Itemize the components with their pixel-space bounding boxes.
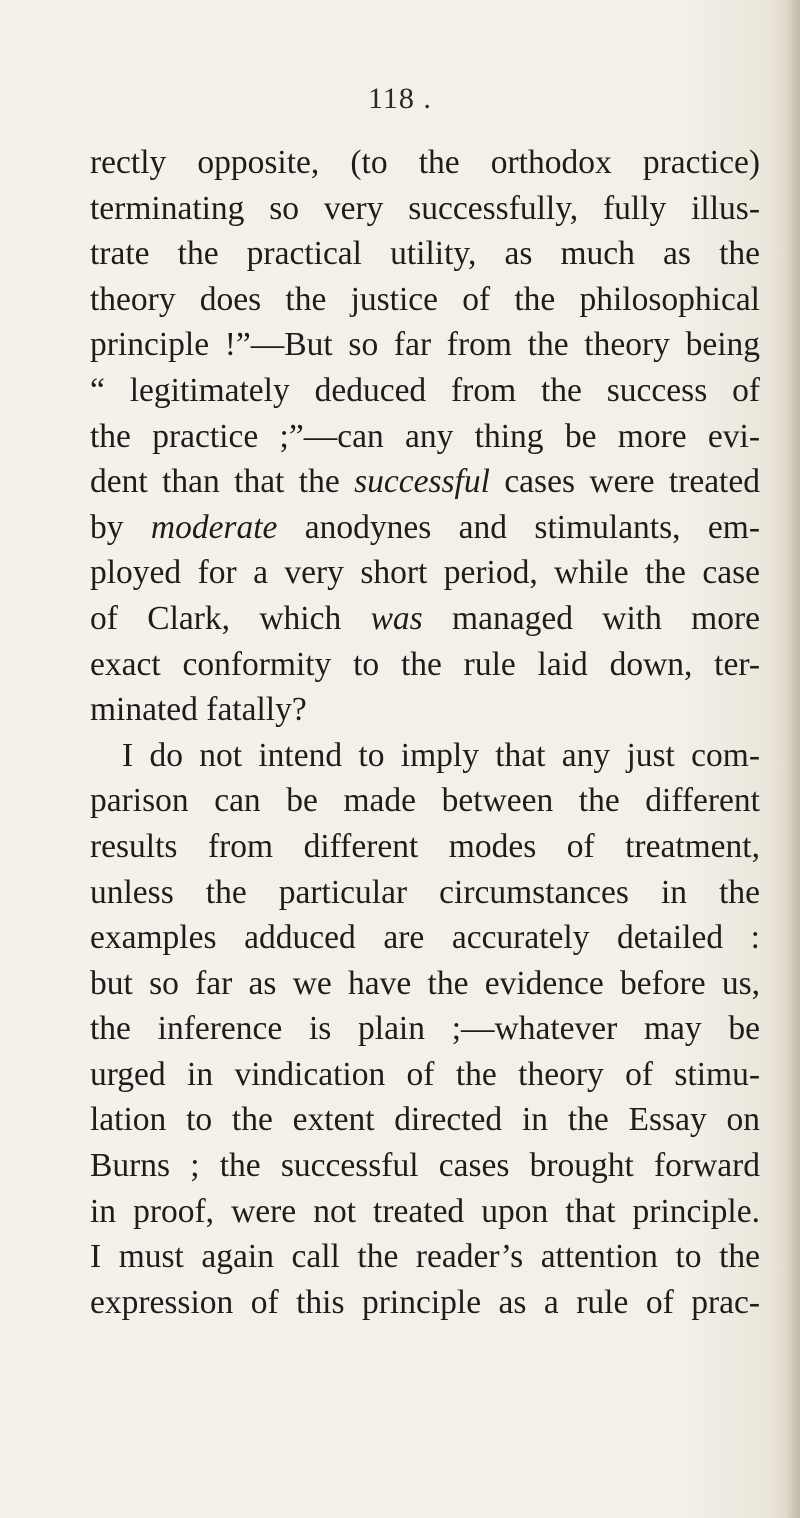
- text-segment: by: [90, 508, 151, 546]
- text-line: [90, 961, 760, 1007]
- text-line: [90, 824, 760, 870]
- text-segment: theory does the justice of the philosophical: [90, 280, 760, 318]
- text-segment: minated fatally?: [90, 691, 307, 729]
- text-segment: results from different modes of treatment,: [90, 827, 760, 865]
- text-segment: of Clark, which: [90, 599, 371, 637]
- text-segment: trate the practical utility, as much as the: [90, 235, 760, 273]
- text-segment: rectly opposite, (to the orthodox practice): [90, 144, 760, 181]
- text-segment: the inference is plain ;—whatever may be: [90, 1010, 760, 1048]
- text-line: [90, 642, 760, 688]
- text-line: [90, 368, 760, 414]
- text-segment: examples adduced are accurately detailed :: [90, 919, 760, 957]
- text-line: [90, 322, 760, 368]
- text-segment: parison can be made between the different: [90, 782, 760, 820]
- text-line: [90, 1006, 760, 1052]
- text-line: [90, 414, 760, 460]
- text-line: [90, 140, 760, 186]
- text-segment: the practice ;”—can any thing be more evi-: [90, 417, 760, 455]
- text-segment: I do not intend to imply that any just com-: [122, 736, 760, 774]
- text-line: [90, 1189, 760, 1235]
- page-number: 118 .: [368, 82, 432, 115]
- text-line: [90, 596, 760, 642]
- text-segment: urged in vindication of the theory of stimu-: [90, 1055, 760, 1093]
- text-segment: principle !”—But so far from the theory being: [90, 326, 760, 364]
- text-line: [90, 1097, 760, 1143]
- text-line: [90, 733, 760, 779]
- text-segment: expression of this principle as a rule of prac-: [90, 1283, 760, 1321]
- text-line: [90, 186, 760, 232]
- text-line: [90, 1052, 760, 1098]
- text-segment: exact conformity to the rule laid down, ter-: [90, 645, 760, 683]
- text-segment: terminating so very successfully, fully illus-: [90, 189, 760, 227]
- text-segment: dent than that the: [90, 463, 355, 501]
- text-segment: anodynes and stimulants, em-: [277, 508, 760, 546]
- text-segment: ployed for a very short period, while the case: [90, 554, 760, 592]
- text-segment: I must again call the reader’s attention to the: [90, 1238, 760, 1276]
- text-segment: unless the particular circumstances in the: [90, 873, 760, 911]
- text-line: [90, 778, 760, 824]
- text-line: [90, 459, 760, 505]
- body-text: [90, 140, 760, 1325]
- text-line: [90, 505, 760, 551]
- text-segment: cases were treated: [489, 463, 760, 501]
- text-line: [90, 870, 760, 916]
- text-segment: managed with more: [422, 599, 760, 637]
- italic-text: was: [370, 599, 423, 637]
- text-line: [90, 1143, 760, 1189]
- italic-text: successful: [354, 463, 490, 501]
- text-segment: Burns ; the successful cases brought forward: [90, 1147, 760, 1185]
- text-segment: in proof, were not treated upon that principle.: [90, 1192, 760, 1230]
- text-line: [90, 550, 760, 596]
- text-line: [90, 687, 760, 733]
- text-line: [90, 1280, 760, 1326]
- text-line: [90, 915, 760, 961]
- text-segment: “ legitimately deduced from the success of: [90, 371, 760, 409]
- text-line: [90, 277, 760, 323]
- text-segment: but so far as we have the evidence before us,: [90, 964, 760, 1002]
- italic-text: moderate: [150, 508, 278, 546]
- page-edge-shadow: [786, 0, 800, 1518]
- text-line: [90, 231, 760, 277]
- text-segment: lation to the extent directed in the Essay on: [90, 1101, 760, 1139]
- text-line: [90, 1234, 760, 1280]
